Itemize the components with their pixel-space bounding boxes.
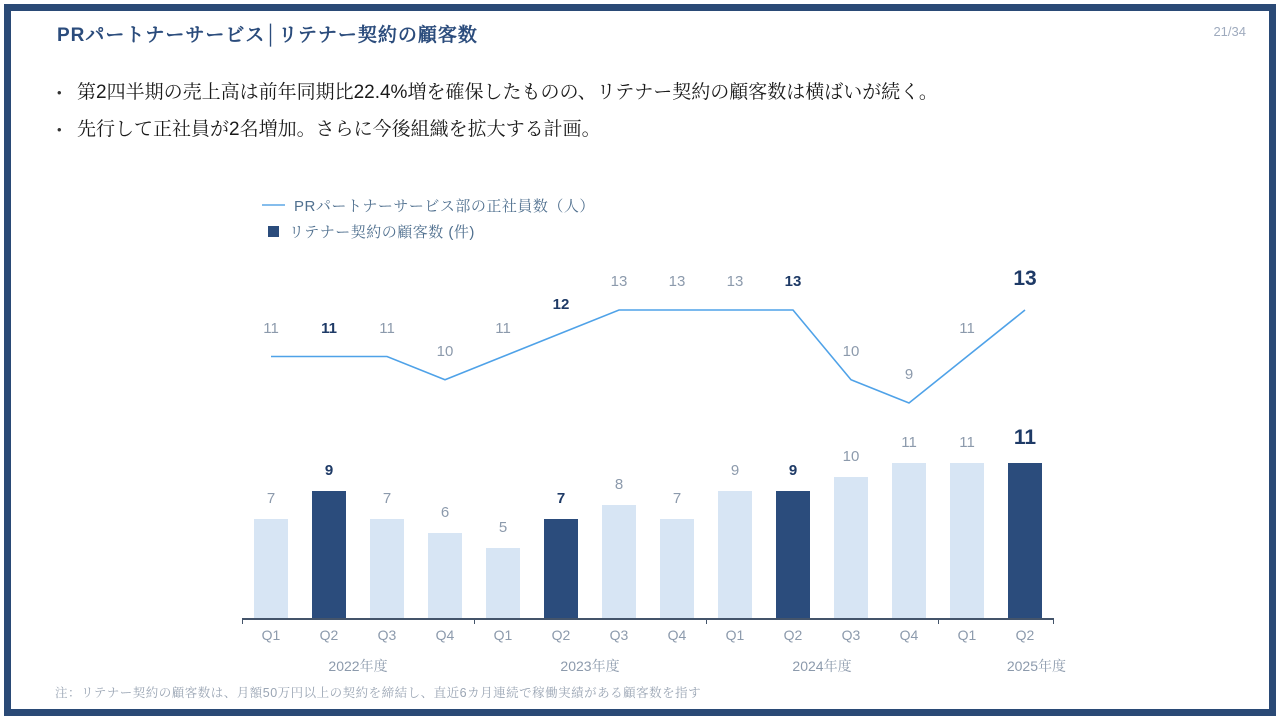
quarter-label: Q1 bbox=[957, 627, 977, 643]
line-value-label: 13 bbox=[610, 273, 628, 290]
line-value-label: 11 bbox=[379, 319, 395, 337]
line-value-label: 13 bbox=[784, 273, 802, 290]
quarter-label: Q4 bbox=[435, 627, 455, 643]
axis-tick bbox=[706, 618, 707, 624]
x-axis bbox=[242, 618, 1054, 620]
combo-chart bbox=[242, 255, 1066, 675]
footnote: 注：リテナー契約の顧客数は、月額50万円以上の契約を締結し、直近6カ月連続で稼働実績がある顧客数を指す bbox=[55, 686, 702, 700]
bar-value-label: 8 bbox=[614, 476, 624, 494]
year-label: 2025年度 bbox=[1006, 658, 1066, 674]
bullet-item: • 先行して正社員が2名増加。さらに今後組織を拡大する計画。 bbox=[55, 111, 938, 148]
bar-value-label: 5 bbox=[498, 518, 508, 536]
quarter-label: Q2 bbox=[551, 627, 571, 643]
line-value-label: 13 bbox=[726, 273, 744, 290]
bar-value-label: 11 bbox=[901, 433, 917, 451]
chart-bar bbox=[312, 491, 346, 618]
bar-value-label: 7 bbox=[672, 490, 682, 508]
quarter-label: Q2 bbox=[783, 627, 803, 643]
year-label: 2023年度 bbox=[560, 658, 620, 674]
line-value-label: 10 bbox=[842, 342, 860, 360]
chart-bar bbox=[428, 533, 462, 618]
bar-value-label: 9 bbox=[730, 462, 740, 480]
bar-value-label: 9 bbox=[324, 462, 334, 480]
chart-bar bbox=[950, 463, 984, 618]
chart-legend bbox=[262, 192, 595, 244]
line-value-label: 13 bbox=[668, 273, 686, 290]
axis-tick bbox=[474, 618, 475, 624]
axis-tick bbox=[938, 618, 939, 624]
line-value-label: 9 bbox=[904, 366, 914, 383]
quarter-label: Q2 bbox=[1015, 627, 1035, 643]
quarter-label: Q4 bbox=[667, 627, 687, 643]
chart-bar bbox=[892, 463, 926, 618]
line-value-label: 11 bbox=[263, 319, 279, 337]
year-label: 2022年度 bbox=[328, 658, 388, 674]
quarter-label: Q1 bbox=[261, 627, 281, 643]
quarter-label: Q3 bbox=[841, 627, 861, 643]
page-title: PRパートナーサービス│リテナー契約の顧客数 bbox=[57, 25, 478, 46]
line-value-label: 10 bbox=[436, 342, 454, 360]
page-number: 21/34 bbox=[1213, 24, 1246, 39]
chart-bar bbox=[718, 491, 752, 618]
bar-value-label: 7 bbox=[556, 490, 566, 508]
axis-tick bbox=[1053, 618, 1054, 624]
line-value-label: 11 bbox=[321, 319, 337, 337]
year-label: 2024年度 bbox=[792, 658, 852, 674]
chart-bar bbox=[370, 519, 404, 618]
chart-bar bbox=[1008, 463, 1042, 618]
legend-label: リテナー契約の顧客数 (件) bbox=[289, 223, 475, 241]
quarter-label: Q1 bbox=[725, 627, 745, 643]
chart-bar bbox=[602, 505, 636, 618]
bullet-list bbox=[55, 74, 938, 148]
line-value-label: 11 bbox=[495, 319, 511, 337]
quarter-label: Q3 bbox=[609, 627, 629, 643]
legend-item bbox=[262, 218, 595, 244]
bar-value-label: 7 bbox=[266, 490, 276, 508]
bullet-item: • 第2四半期の売上高は前年同期比22.4%増を確保したものの、リテナー契約の顧客数は横ばいが続く。 bbox=[55, 74, 938, 111]
quarter-label: Q3 bbox=[377, 627, 397, 643]
quarter-label: Q1 bbox=[493, 627, 513, 643]
line-value-label: 11 bbox=[959, 319, 975, 337]
bar-value-label: 10 bbox=[842, 448, 860, 465]
chart-bar bbox=[544, 519, 578, 618]
legend-label: PRパートナーサービス部の正社員数（人） bbox=[294, 197, 595, 215]
bar-series-legend-mark bbox=[268, 226, 279, 237]
bar-value-label: 11 bbox=[1013, 425, 1037, 449]
chart-bar bbox=[660, 519, 694, 618]
chart-bar bbox=[834, 477, 868, 618]
line-value-label: 12 bbox=[552, 296, 570, 314]
axis-tick bbox=[242, 618, 243, 624]
quarter-label: Q4 bbox=[899, 627, 919, 643]
line-series bbox=[242, 255, 1054, 675]
bar-value-label: 6 bbox=[440, 504, 450, 522]
chart-bar bbox=[486, 548, 520, 619]
line-value-label: 13 bbox=[1013, 267, 1037, 290]
bar-value-label: 7 bbox=[382, 490, 392, 508]
legend-item bbox=[262, 192, 595, 218]
bar-value-label: 9 bbox=[788, 462, 798, 480]
bar-value-label: 11 bbox=[959, 433, 975, 451]
line-series-legend-mark bbox=[262, 204, 285, 206]
quarter-label: Q2 bbox=[319, 627, 339, 643]
chart-bar bbox=[776, 491, 810, 618]
chart-bar bbox=[254, 519, 288, 618]
